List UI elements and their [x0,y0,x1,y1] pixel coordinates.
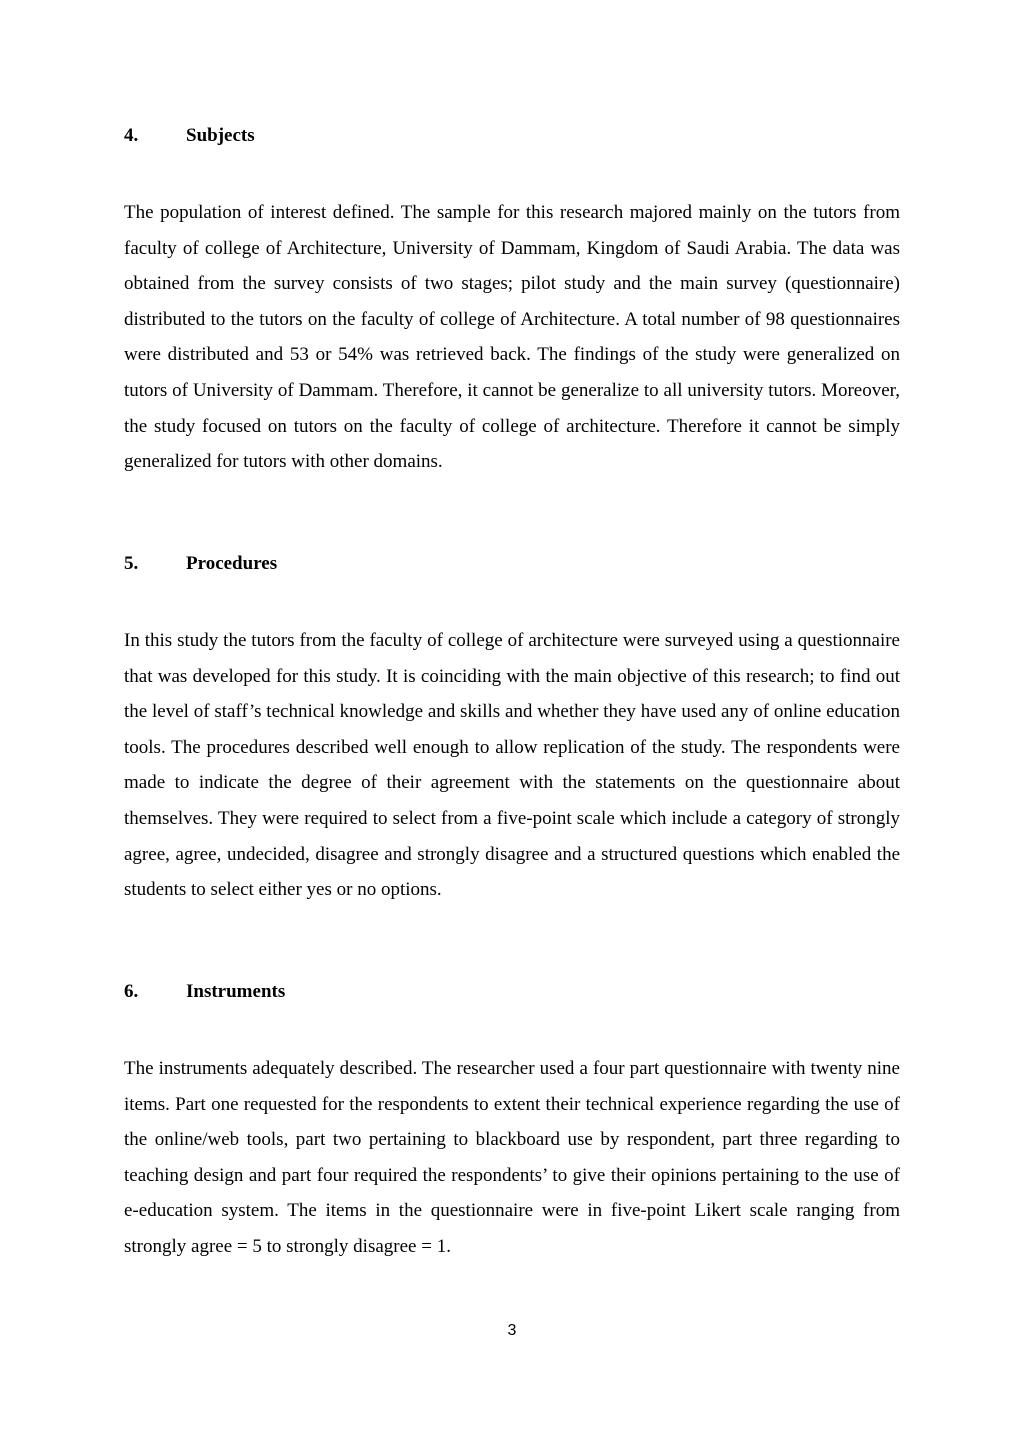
section-paragraph: The instruments adequately described. The researcher used a four part questionnaire with twenty nine items. Part one requested for the respondents to extent their technical experience regarding the use of the online/web tools, part two pertaining to blackboard use by respondent, part three regarding to teaching design and part four required the respondents’ to give their opinions pertaining to the use of e-education system. The items in the questionnaire were in five-point Likert scale ranging from strongly agree = 5 to strongly disagree = 1. [124,1058,900,1257]
section-heading [124,552,900,576]
section-instruments [124,980,900,1265]
section-title: Subjects [186,125,255,146]
section-number: 6. [124,981,139,1002]
section-procedures [124,552,900,908]
page-number: 3 [507,1322,517,1339]
section-paragraph: In this study the tutors from the faculty of college of architecture were surveyed using a questionnaire that was developed for this study. It is coinciding with the main objective of this research; to find out the level of staff’s technical knowledge and skills and whether they have used any of online education tools. The procedures described well enough to allow replication of the study. The respondents were made to indicate the degree of their agreement with the statements on the questionnaire about themselves. They were required to select from a five-point scale which include a category of strongly agree, agree, undecided, disagree and strongly disagree and a structured questions which enabled the students to select either yes or no options. [124,630,900,901]
section-number: 5. [124,553,139,574]
section-heading [124,124,900,148]
section-heading [124,980,900,1004]
section-title: Procedures [186,553,278,574]
section-title: Instruments [186,981,286,1002]
section-subjects [124,124,900,480]
section-number: 4. [124,125,139,146]
section-paragraph: The population of interest defined. The sample for this research majored mainly on the tutors from faculty of college of Architecture, University of Dammam, Kingdom of Saudi Arabia. The data was obtained from the survey consists of two stages; pilot study and the main survey (questionnaire) distributed to the tutors on the faculty of college of Architecture. A total number of 98 questionnaires were distributed and 53 or 54% was retrieved back. The findings of the study were generalized on tutors of University of Dammam. Therefore, it cannot be generalize to all university tutors. Moreover, the study focused on tutors on the faculty of college of architecture. Therefore it cannot be simply generalized for tutors with other domains. [124,202,900,473]
